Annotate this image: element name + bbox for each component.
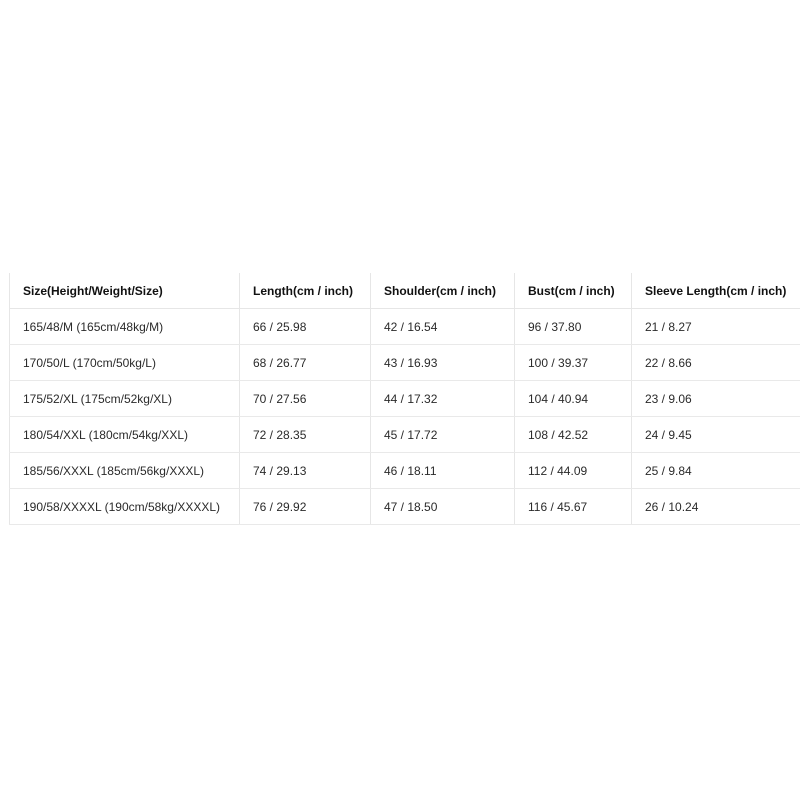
cell-shoulder: 46 / 18.11	[371, 453, 515, 489]
table-row	[10, 309, 800, 345]
cell-shoulder: 43 / 16.93	[371, 345, 515, 381]
cell-sleeve-length: 24 / 9.45	[632, 417, 800, 453]
header-row	[10, 273, 800, 309]
cell-bust: 116 / 45.67	[515, 489, 632, 525]
table-row	[10, 381, 800, 417]
cell-shoulder: 45 / 17.72	[371, 417, 515, 453]
header-length: Length(cm / inch)	[240, 273, 371, 309]
cell-length: 74 / 29.13	[240, 453, 371, 489]
cell-bust: 100 / 39.37	[515, 345, 632, 381]
cell-bust: 104 / 40.94	[515, 381, 632, 417]
cell-shoulder: 42 / 16.54	[371, 309, 515, 345]
table-row	[10, 489, 800, 525]
cell-shoulder: 47 / 18.50	[371, 489, 515, 525]
table-row	[10, 417, 800, 453]
cell-sleeve-length: 26 / 10.24	[632, 489, 800, 525]
header-shoulder: Shoulder(cm / inch)	[371, 273, 515, 309]
size-chart-table	[9, 273, 800, 525]
cell-length: 66 / 25.98	[240, 309, 371, 345]
cell-sleeve-length: 22 / 8.66	[632, 345, 800, 381]
cell-size: 165/48/M (165cm/48kg/M)	[10, 309, 240, 345]
cell-shoulder: 44 / 17.32	[371, 381, 515, 417]
size-chart	[9, 273, 800, 525]
table-row	[10, 453, 800, 489]
header-sleeve-length: Sleeve Length(cm / inch)	[632, 273, 800, 309]
table-row	[10, 345, 800, 381]
cell-length: 72 / 28.35	[240, 417, 371, 453]
header-bust: Bust(cm / inch)	[515, 273, 632, 309]
cell-bust: 108 / 42.52	[515, 417, 632, 453]
table-body	[10, 309, 800, 525]
cell-size: 185/56/XXXL (185cm/56kg/XXXL)	[10, 453, 240, 489]
cell-bust: 96 / 37.80	[515, 309, 632, 345]
header-size: Size(Height/Weight/Size)	[10, 273, 240, 309]
cell-length: 76 / 29.92	[240, 489, 371, 525]
cell-bust: 112 / 44.09	[515, 453, 632, 489]
cell-sleeve-length: 23 / 9.06	[632, 381, 800, 417]
cell-sleeve-length: 21 / 8.27	[632, 309, 800, 345]
cell-length: 68 / 26.77	[240, 345, 371, 381]
cell-length: 70 / 27.56	[240, 381, 371, 417]
cell-size: 180/54/XXL (180cm/54kg/XXL)	[10, 417, 240, 453]
cell-size: 170/50/L (170cm/50kg/L)	[10, 345, 240, 381]
cell-size: 175/52/XL (175cm/52kg/XL)	[10, 381, 240, 417]
cell-size: 190/58/XXXXL (190cm/58kg/XXXXL)	[10, 489, 240, 525]
table-header	[10, 273, 800, 309]
cell-sleeve-length: 25 / 9.84	[632, 453, 800, 489]
